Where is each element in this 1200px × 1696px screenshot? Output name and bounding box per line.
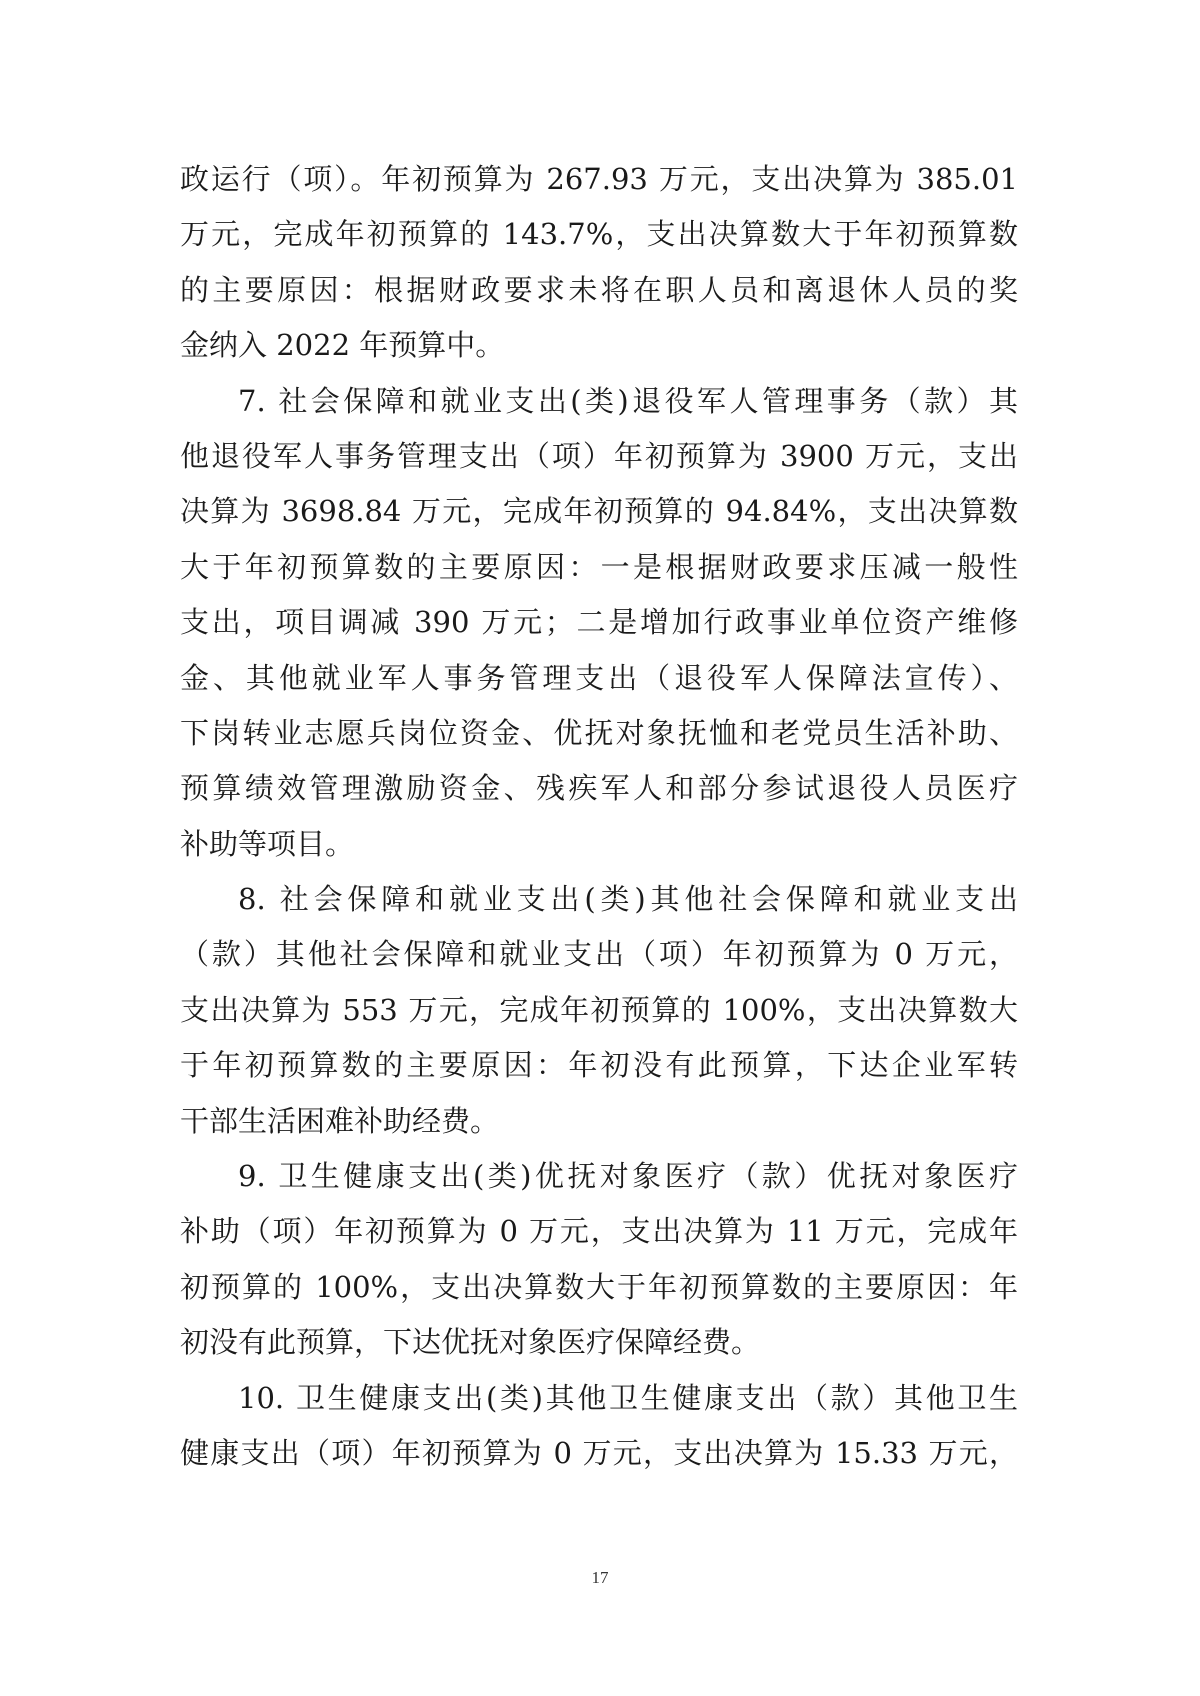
paragraph-10-start: 10. 卫生健康支出(类)其他卫生健康支出（款）其他卫生 [238, 1380, 1018, 1415]
text-line: 干部生活困难补助经费。 [180, 1103, 500, 1138]
text-line: 支出决算为 553 万元，完成年初预算的 100%，支出决算数大 [180, 992, 1018, 1027]
paragraph-9-start: 9. 卫生健康支出(类)优抚对象医疗（款）优抚对象医疗 [238, 1159, 1018, 1194]
paragraph-7-start: 7. 社会保障和就业支出(类)退役军人管理事务（款）其 [238, 383, 1018, 418]
paragraph-8-start: 8. 社会保障和就业支出(类)其他社会保障和就业支出 [238, 882, 1018, 917]
body-text [180, 152, 1018, 1481]
text-line: 初没有此预算，下达优抚对象医疗保障经费。 [180, 1325, 761, 1360]
text-line: 金、其他就业军人事务管理支出（退役军人保障法宣传）、 [180, 660, 1018, 695]
text-line: 于年初预算数的主要原因：年初没有此预算，下达企业军转 [180, 1048, 1018, 1083]
text-line: 补助（项）年初预算为 0 万元，支出决算为 11 万元，完成年 [180, 1214, 1018, 1249]
text-line: 大于年初预算数的主要原因：一是根据财政要求压减一般性 [180, 549, 1018, 584]
text-line: 政运行（项）。年初预算为 267.93 万元，支出决算为 385.01 [180, 162, 1018, 196]
text-line: 健康支出（项）年初预算为 0 万元，支出决算为 15.33 万元， [180, 1435, 1018, 1470]
text-line: 决算为 3698.84 万元，完成年初预算的 94.84%，支出决算数 [180, 494, 1018, 529]
text-line: 补助等项目。 [180, 826, 355, 861]
page-number: 17 [591, 1568, 609, 1587]
text-line: 初预算的 100%，支出决算数大于年初预算数的主要原因：年 [180, 1269, 1018, 1304]
text-line: 预算绩效管理激励资金、残疾军人和部分参试退役人员医疗 [180, 771, 1018, 806]
text-line: 下岗转业志愿兵岗位资金、优抚对象抚恤和老党员生活补助、 [180, 715, 1018, 750]
text-line: 的主要原因：根据财政要求未将在职人员和离退休人员的奖 [180, 272, 1018, 307]
text-line: 万元，完成年初预算的 143.7%，支出决算数大于年初预算数 [180, 217, 1018, 252]
text-line: 支出，项目调减 390 万元；二是增加行政事业单位资产维修 [180, 605, 1018, 640]
text-line: （款）其他社会保障和就业支出（项）年初预算为 0 万元， [180, 937, 1018, 972]
text-line: 金纳入 2022 年预算中。 [180, 328, 505, 363]
text-line: 他退役军人事务管理支出（项）年初预算为 3900 万元，支出 [180, 438, 1018, 473]
